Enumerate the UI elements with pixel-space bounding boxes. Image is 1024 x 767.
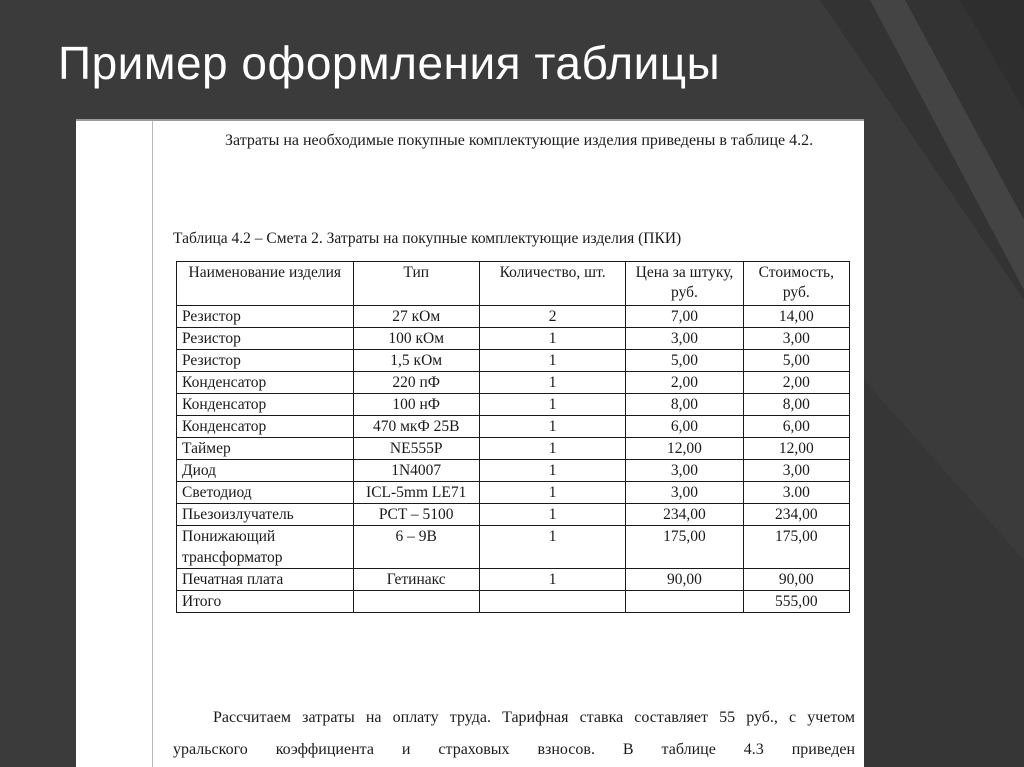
header-cost: Стоимость, руб. [743,262,849,306]
cell-quantity [479,591,625,613]
cell-total-cost: 555,00 [743,591,849,613]
cell-name: Таймер [177,438,354,460]
table-header-row [177,262,850,306]
cell-price: 234,00 [626,504,743,526]
cell-cost: 8,00 [743,394,849,416]
cell-type: 100 кОм [353,328,479,350]
cell-type: Гетинакс [353,569,479,591]
cell-type: 100 нФ [353,394,479,416]
cell-quantity: 1 [479,350,625,372]
cell-price: 12,00 [626,438,743,460]
intro-paragraph: Затраты на необходимые покупные комплектующие изделия приведены в таблице 4.2. [225,132,814,149]
cell-cost: 175,00 [743,526,849,569]
header-quantity: Количество, шт. [479,262,625,306]
table-row [177,328,850,350]
table-row [177,460,850,482]
cell-cost: 90,00 [743,569,849,591]
cell-name: Конденсатор [177,372,354,394]
cell-type: 27 кОм [353,306,479,328]
cell-cost: 14,00 [743,306,849,328]
table-caption: Таблица 4.2 – Смета 2. Затраты на покупные комплектующие изделия (ПКИ) [173,230,682,247]
cell-cost: 5,00 [743,350,849,372]
header-price: Цена за штуку, руб. [626,262,743,306]
table-row [177,394,850,416]
cell-name: Пьезоизлучатель [177,504,354,526]
table-row [177,482,850,504]
cell-quantity: 1 [479,416,625,438]
cell-quantity: 1 [479,504,625,526]
cell-cost: 12,00 [743,438,849,460]
table-row [177,438,850,460]
table-row [177,526,850,569]
cell-cost: 234,00 [743,504,849,526]
cell-price: 5,00 [626,350,743,372]
cell-type: ICL-5mm LE71 [353,482,479,504]
cell-name: Резистор [177,350,354,372]
cell-price: 7,00 [626,306,743,328]
cell-type: 1N4007 [353,460,479,482]
cell-name: Диод [177,460,354,482]
cell-cost: 3,00 [743,328,849,350]
table-row [177,306,850,328]
cell-cost: 3,00 [743,460,849,482]
table-row [177,416,850,438]
cell-price [626,591,743,613]
table-row [177,569,850,591]
cell-cost: 6,00 [743,416,849,438]
page-margin-line [152,121,153,767]
labor-cost-paragraph: Рассчитаем затраты на оплату труда. Тарифная ставка составляет 55 руб., с учетом уральского коэффициента и страховых взносов. В таблице 4.3 приведен [173,709,855,758]
cell-cost: 2,00 [743,372,849,394]
header-type: Тип [353,262,479,306]
cell-name: Печатная плата [177,569,354,591]
cell-name: Понижающий трансформатор [177,526,354,569]
cell-price: 2,00 [626,372,743,394]
cell-type: NE555P [353,438,479,460]
cost-table [176,261,850,613]
header-name: Наименование изделия [177,262,354,306]
table-row [177,504,850,526]
cell-price: 8,00 [626,394,743,416]
cell-quantity: 1 [479,569,625,591]
cell-quantity: 1 [479,372,625,394]
cell-cost: 3.00 [743,482,849,504]
cell-type [353,591,479,613]
cell-name: Конденсатор [177,416,354,438]
cell-quantity: 1 [479,526,625,569]
table-total-row [177,591,850,613]
slide-title: Пример оформления таблицы [58,37,721,89]
cell-quantity: 1 [479,438,625,460]
table-row [177,372,850,394]
cell-quantity: 1 [479,460,625,482]
cell-quantity: 1 [479,482,625,504]
cell-name: Светодиод [177,482,354,504]
cell-type: 6 – 9В [353,526,479,569]
table-row [177,350,850,372]
cell-quantity: 1 [479,394,625,416]
cell-type: PCT – 5100 [353,504,479,526]
cell-name: Резистор [177,306,354,328]
cell-quantity: 2 [479,306,625,328]
cell-name: Резистор [177,328,354,350]
page-top-border [76,119,864,121]
cell-price: 3,00 [626,328,743,350]
cell-type: 1,5 кОм [353,350,479,372]
cell-price: 90,00 [626,569,743,591]
cell-price: 3,00 [626,482,743,504]
cell-price: 6,00 [626,416,743,438]
cell-quantity: 1 [479,328,625,350]
cell-price: 175,00 [626,526,743,569]
cell-name: Конденсатор [177,394,354,416]
cell-type: 470 мкФ 25В [353,416,479,438]
cell-total-label: Итого [177,591,354,613]
cell-price: 3,00 [626,460,743,482]
cell-type: 220 пФ [353,372,479,394]
